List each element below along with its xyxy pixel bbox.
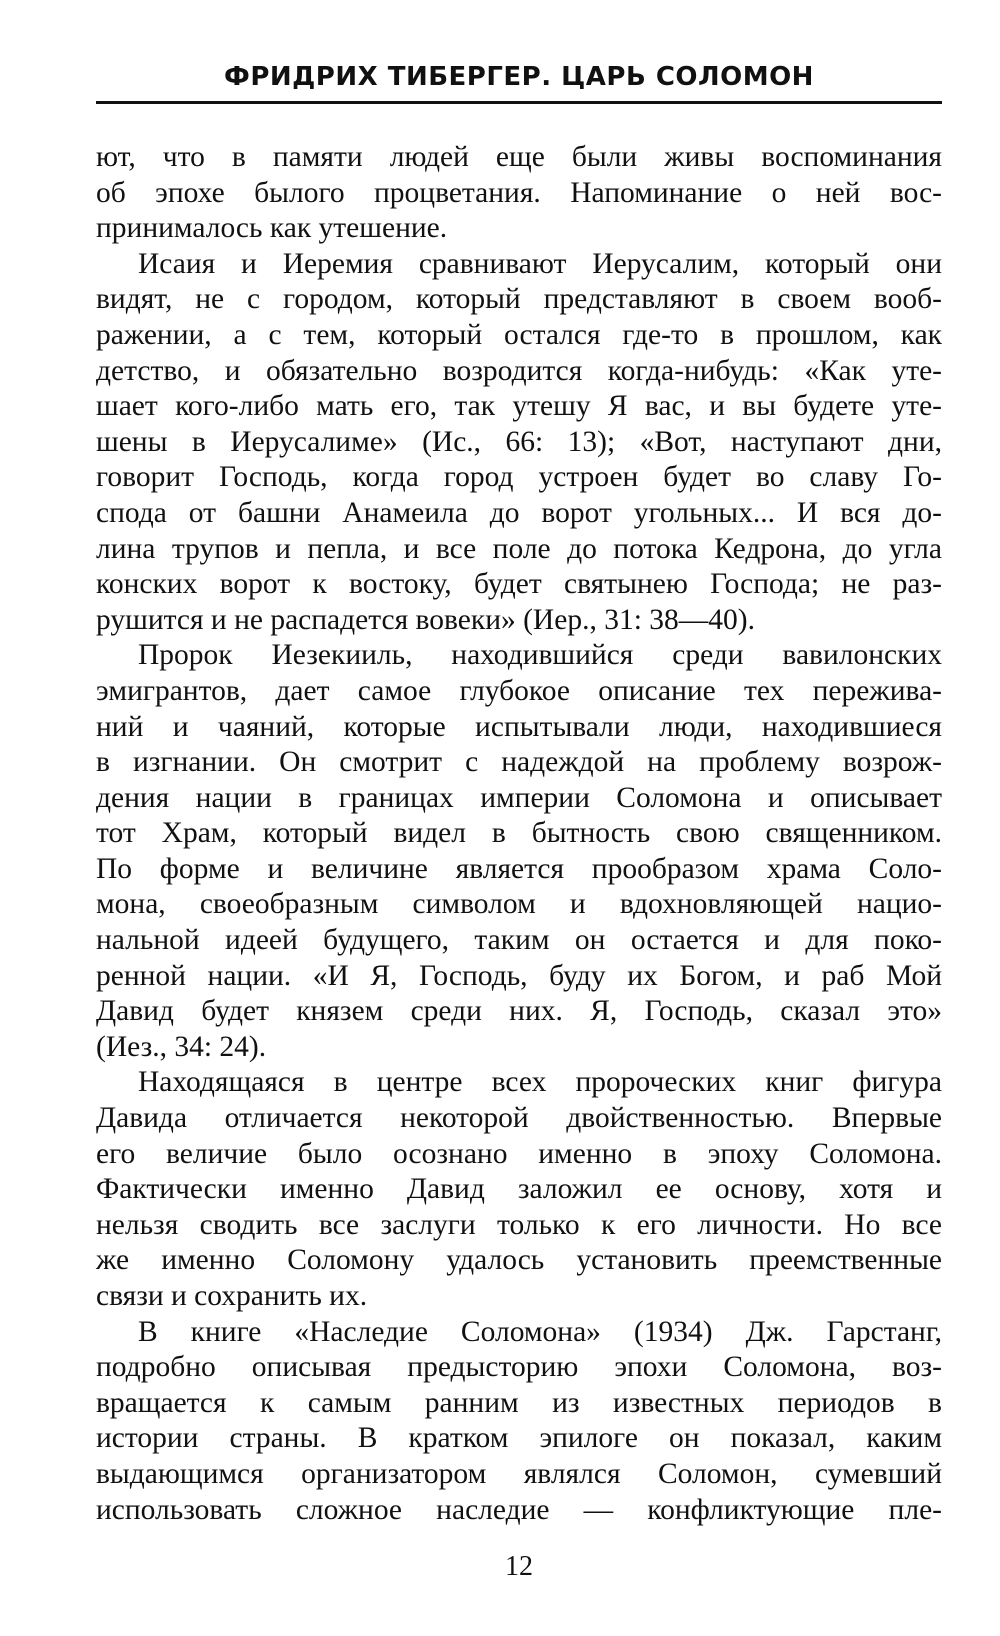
text-line: лина трупов и пепла, и все поле до потока Кедрона, до угла (96, 532, 942, 565)
text-line: вращается к самым ранним из известных периодов в (96, 1386, 942, 1419)
paragraph (96, 1065, 942, 1314)
text-line: Исаия и Иеремия сравнивают Иерусалим, который они (138, 247, 942, 280)
text-line: Давид будет князем среди них. Я, Господь, сказал это» (96, 995, 942, 1028)
text-line: принималось как утешение. (96, 212, 448, 245)
paragraph (96, 247, 942, 639)
text-line: мона, своеобразным символом и вдохновляющей нацио- (96, 888, 942, 921)
header-rule (96, 101, 942, 104)
text-line: тот Храм, который видел в бытность свою священником. (96, 817, 942, 850)
text-line: нальной идеей будущего, таким он остается и для поко- (96, 924, 942, 957)
text-line: (Иез., 34: 24). (96, 1030, 267, 1063)
text-line: нельзя сводить все заслуги только к его личности. Но все (96, 1208, 942, 1241)
text-line: же именно Соломону удалось установить преемственные (96, 1244, 942, 1277)
text-line: подробно описывая предысторию эпохи Соломона, воз- (96, 1351, 942, 1384)
body-text (96, 140, 942, 1528)
text-line: об эпохе былого процветания. Напоминание о ней вос- (96, 176, 942, 209)
text-line: конских ворот к востоку, будет святынею Господа; не раз- (96, 568, 942, 601)
text-line: По форме и величине является прообразом храма Соло- (96, 852, 942, 885)
text-line: выдающимся организатором являлся Соломон, сумевший (96, 1457, 942, 1490)
page-number: 12 (505, 1551, 533, 1582)
text-line: Фактически именно Давид заложил ее основу, хотя и (96, 1173, 942, 1206)
text-line: видят, не с городом, который представляют в своем вооб- (96, 283, 942, 316)
paragraph (96, 140, 942, 247)
text-line: шены в Иерусалиме» (Ис., 66: 13); «Вот, наступают дни, (96, 425, 942, 458)
text-line: ют, что в памяти людей еще были живы воспоминания (96, 141, 942, 173)
text-line: дения нации в границах империи Соломона и описывает (96, 781, 942, 814)
text-line: эмигрантов, дает самое глубокое описание тех пережива- (96, 674, 942, 707)
text-line: спода от башни Анамеила до ворот угольных... И вся до- (96, 496, 942, 529)
text-line: ренной нации. «И Я, Господь, буду их Богом, и раб Мой (96, 959, 942, 992)
paragraph (96, 638, 942, 1065)
text-line: в изгнании. Он смотрит с надеждой на проблему возрож- (96, 746, 942, 779)
text-line: истории страны. В кратком эпилоге он показал, каким (96, 1422, 942, 1455)
text-line: Находящаяся в центре всех пророческих книг фигура (138, 1066, 942, 1099)
running-head: ФРИДРИХ ТИБЕРГЕР. ЦАРЬ СОЛОМОН (224, 62, 814, 92)
text-line: ний и чаяний, которые испытывали люди, находившиеся (96, 710, 942, 743)
text-line: шает кого-либо мать его, так утешу Я вас, и вы будете уте- (96, 390, 942, 423)
paragraph (96, 1315, 942, 1529)
text-line: рушится и не распадется вовеки» (Иер., 31: 38—40). (96, 603, 755, 636)
text-line: Пророк Иезекииль, находившийся среди вавилонских (138, 639, 942, 672)
text-line: В книге «Наследие Соломона» (1934) Дж. Гарстанг, (138, 1315, 942, 1348)
text-line: использовать сложное наследие — конфликтующие пле- (96, 1493, 942, 1526)
text-line: связи и сохранить их. (96, 1280, 368, 1312)
text-line: его величие было осознано именно в эпоху Соломона. (96, 1137, 942, 1170)
text-line: детство, и обязательно возродится когда-нибудь: «Как уте- (96, 354, 942, 387)
text-line: говорит Господь, когда город устроен будет во славу Го- (96, 461, 942, 494)
text-line: Давида отличается некоторой двойственностью. Впервые (96, 1102, 942, 1135)
text-line: ражении, а с тем, который остался где-то в прошлом, как (96, 318, 942, 351)
